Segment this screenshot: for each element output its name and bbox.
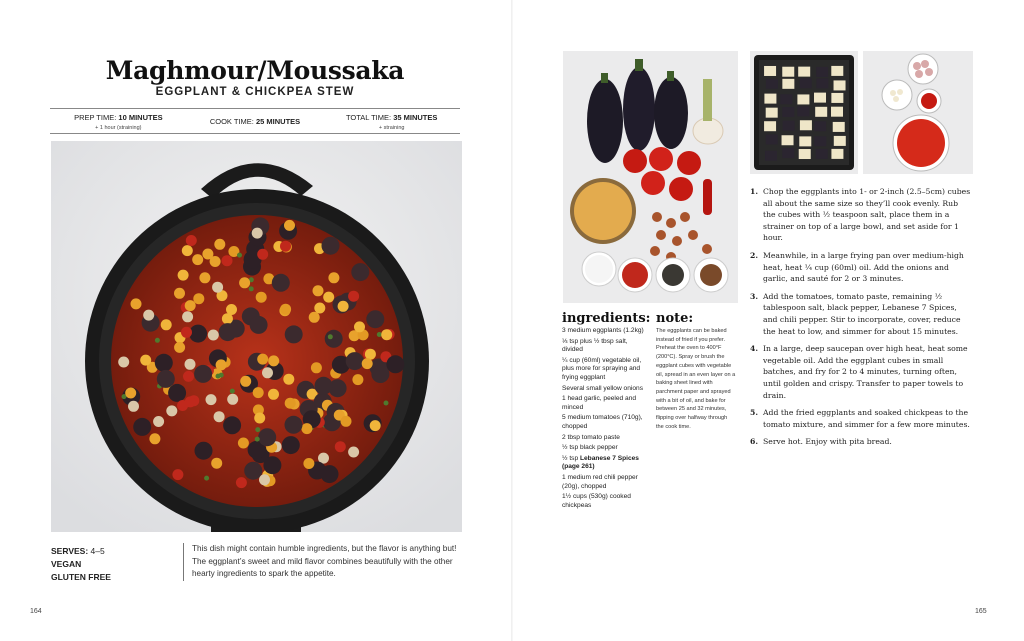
method-step: 3. Add the tomatoes, tomato paste, remaining ½ tablespoon salt, black pepper, Lebanese 7 Spices, and chili pepper. Stir to incorporate, cover, reduce the heat to low, and simmer for about 15 minutes. xyxy=(750,291,961,336)
cook-time-label: COOK TIME: xyxy=(209,117,254,126)
ingredient-item: ½ tsp black pepper xyxy=(562,444,618,452)
spice-blend-reference: Lebanese 7 Spices (page 261) xyxy=(562,454,639,471)
recipe-subtitle: EGGPLANT & CHICKPEA STEW xyxy=(155,86,355,98)
recipe-title: Maghmour/Moussaka xyxy=(105,56,405,85)
ingredient-item: Several small yellow onions xyxy=(562,384,643,392)
cook-time-value: 25 MINUTES xyxy=(255,117,301,126)
note-text: The eggplants can be baked instead of fried if you prefer. Preheat the oven to 400°F (200°C). Spray or brush the eggplant cubes with vegetable oil, spread in an even layer on a baking sheet lined with parchment paper and sprayed with a bit of oil, and bake for between 25 and 32 minutes, flipping over halfway through the cook time. xyxy=(656,328,736,430)
method-step: 4. In a large, deep saucepan over high heat, heat some vegetable oil. Add the eggplant cubes in small batches, and fry for 2 to 4 minutes, turning often, until golden and crispy. Transfer to paper towels to drain. xyxy=(750,344,968,400)
time-bar xyxy=(50,108,460,134)
ingredients-heading: ingredients: xyxy=(562,311,651,326)
prep-time-label: PREP TIME: xyxy=(74,113,117,122)
method-step: 5. Add the fried eggplants and soaked chickpeas to the tomato mixture, and simmer for a few more minutes. xyxy=(750,408,970,429)
total-time-note: + straining xyxy=(378,125,405,131)
page-number-right: 165 xyxy=(975,608,987,615)
ingredient-item: 1 head garlic, peeled and minced xyxy=(562,395,637,411)
method-step: 1. Chop the eggplants into 1- or 2-inch (2.5–5cm) cubes all about the same size so they’ll cook evenly. Rub the cubes with ½ teaspoon salt, place them in a strainer on top of a large bowl, and set aside for 1 hour. xyxy=(750,187,971,243)
gluten-free-tag: GLUTEN FREE xyxy=(51,572,111,582)
ingredient-item: 3 medium eggplants (1.2kg) xyxy=(562,327,644,334)
ingredients-list xyxy=(562,327,650,512)
method-step: 6. Serve hot. Enjoy with pita bread. xyxy=(750,437,892,447)
ingredient-item: 2 tbsp tomato paste xyxy=(562,433,620,441)
prepped-vegetables-photo xyxy=(863,51,973,174)
stew-skillet-photo xyxy=(51,141,462,532)
serves-label: SERVES: xyxy=(51,546,89,556)
method-step: 2. Meanwhile, in a large frying pan over medium-high heat, heat ¼ cup (60ml) oil. Add the onions and garlic, and sauté for 2 or 3 minutes. xyxy=(750,250,964,284)
eggplant-cubes-photo xyxy=(750,51,858,174)
total-time xyxy=(323,109,460,133)
recipe-meta xyxy=(51,545,111,584)
total-time-label: TOTAL TIME: xyxy=(345,113,392,122)
ingredients-photo xyxy=(563,51,738,303)
prep-time-value: 10 MINUTES xyxy=(118,113,163,122)
serves-value: 4–5 xyxy=(90,546,105,556)
ingredient-item: ½ tsp Lebanese 7 Spices (page 261) xyxy=(562,454,639,471)
ingredient-item: 5 medium tomatoes (710g), chopped xyxy=(562,414,643,430)
prep-time-note: + 1 hour (straining) xyxy=(95,125,142,131)
cook-time xyxy=(187,109,324,133)
ingredient-item: ¼ cup (60ml) vegetable oil, plus more for spraying and frying eggplant xyxy=(562,356,642,381)
method-steps xyxy=(750,186,972,454)
book-gutter xyxy=(511,0,513,641)
note-heading: note: xyxy=(656,311,694,326)
ingredient-item: ⅓ tsp plus ½ tbsp salt, divided xyxy=(562,337,628,354)
prep-time xyxy=(50,109,187,133)
ingredient-item: 1½ cups (530g) cooked chickpeas xyxy=(562,493,631,509)
page-number-left: 164 xyxy=(30,608,42,615)
total-time-value: 35 MINUTES xyxy=(393,113,438,122)
intro-paragraph: This dish might contain humble ingredients, but the flavor is anything but! The eggplant’s sweet and mild flavor combines beautifully with the other hearty ingredients to spark the appetite. xyxy=(183,543,464,581)
vegan-tag: VEGAN xyxy=(51,559,82,569)
ingredient-item: 1 medium red chili pepper (20g), chopped xyxy=(562,473,638,490)
